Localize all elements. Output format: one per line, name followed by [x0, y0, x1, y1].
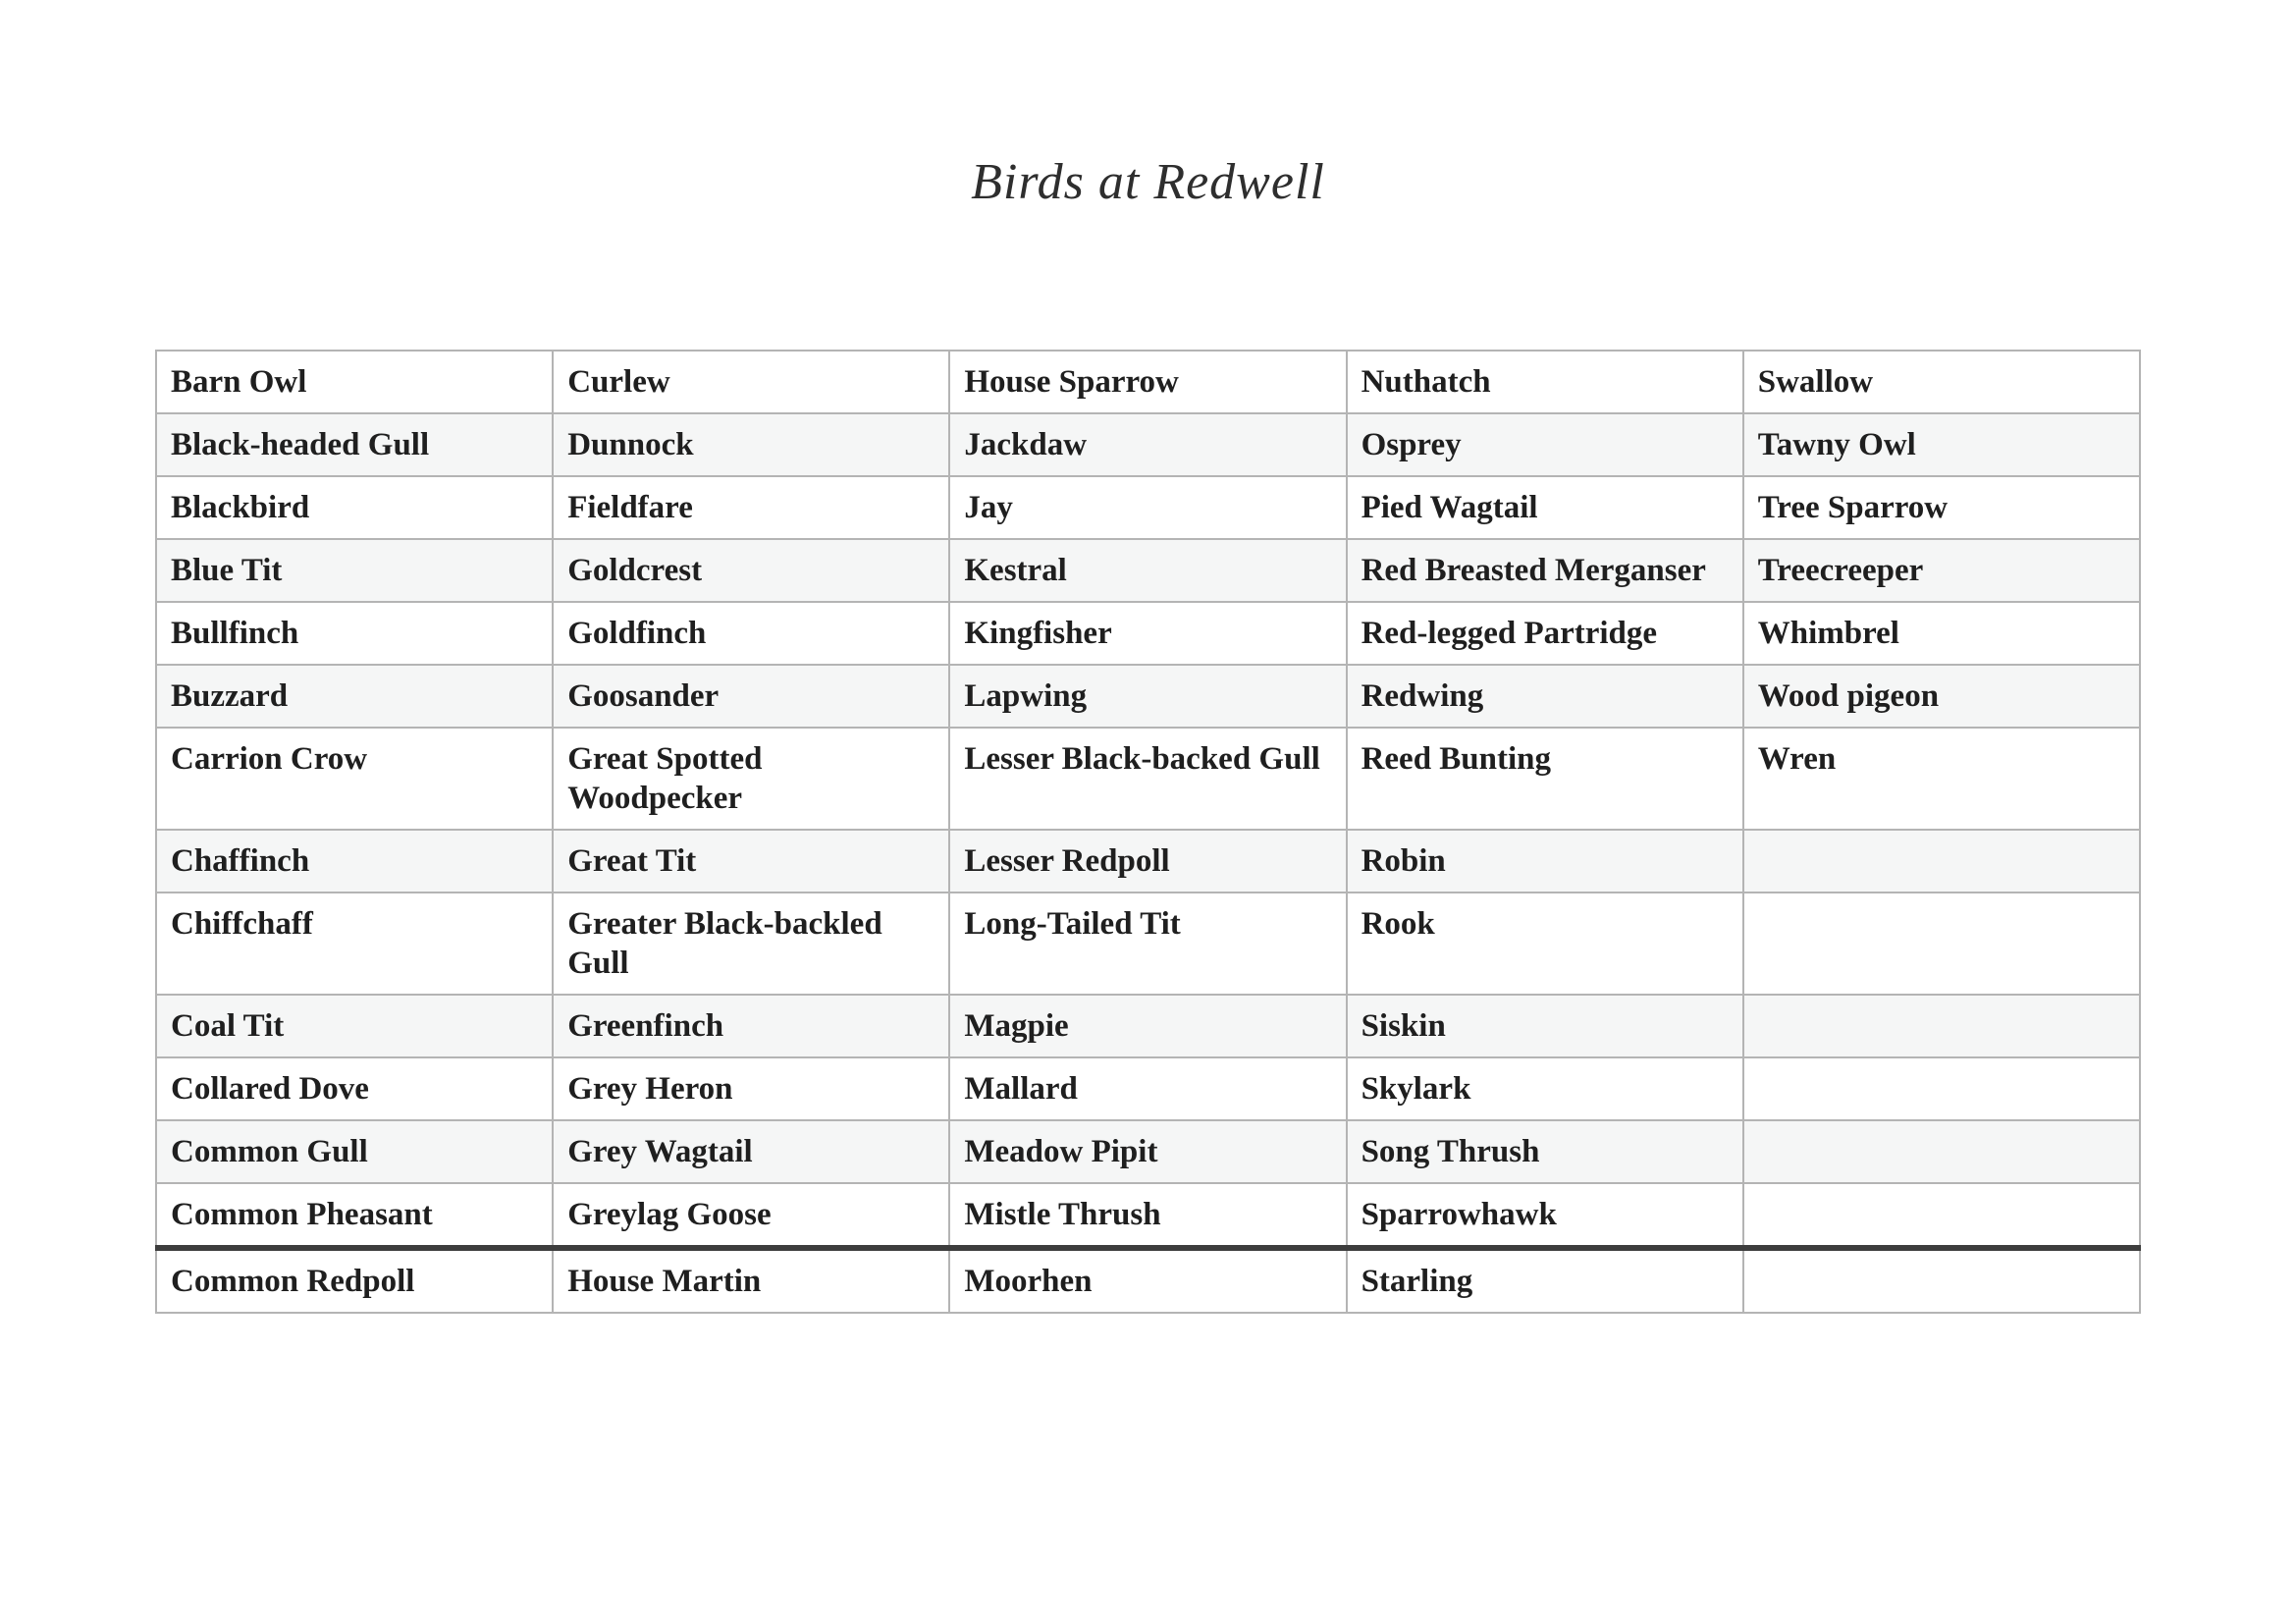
table-row	[156, 995, 2140, 1057]
table-cell: Chaffinch	[156, 830, 553, 893]
table-cell: Meadow Pipit	[949, 1120, 1346, 1183]
table-cell: Blue Tit	[156, 539, 553, 602]
table-cell: Carrion Crow	[156, 728, 553, 830]
table-cell: Whimbrel	[1743, 602, 2140, 665]
table-cell: Tawny Owl	[1743, 413, 2140, 476]
table-cell: Greylag Goose	[553, 1183, 949, 1248]
table-cell: Great Spotted Woodpecker	[553, 728, 949, 830]
table-cell: Grey Wagtail	[553, 1120, 949, 1183]
table-cell: Common Pheasant	[156, 1183, 553, 1248]
table-cell: Blackbird	[156, 476, 553, 539]
table-cell: Siskin	[1347, 995, 1743, 1057]
table-cell: Swallow	[1743, 351, 2140, 413]
table-cell: Kestral	[949, 539, 1346, 602]
table-cell: Pied Wagtail	[1347, 476, 1743, 539]
table-row	[156, 1057, 2140, 1120]
table-cell: Goldcrest	[553, 539, 949, 602]
table-row	[156, 830, 2140, 893]
table-cell: Chiffchaff	[156, 893, 553, 995]
table-cell: Buzzard	[156, 665, 553, 728]
table-cell: Moorhen	[949, 1248, 1346, 1313]
table-cell	[1743, 1183, 2140, 1248]
table-row	[156, 602, 2140, 665]
table-row	[156, 1183, 2140, 1248]
table-cell: Grey Heron	[553, 1057, 949, 1120]
birds-table	[155, 350, 2141, 1314]
table-cell: Robin	[1347, 830, 1743, 893]
table-cell: Goldfinch	[553, 602, 949, 665]
table-cell: Greenfinch	[553, 995, 949, 1057]
table-cell: Barn Owl	[156, 351, 553, 413]
table-cell: Starling	[1347, 1248, 1743, 1313]
table-cell: Mistle Thrush	[949, 1183, 1346, 1248]
table-cell: Rook	[1347, 893, 1743, 995]
table-cell: Dunnock	[553, 413, 949, 476]
table-cell: Reed Bunting	[1347, 728, 1743, 830]
table-cell: House Martin	[553, 1248, 949, 1313]
table-cell: Lesser Black-backed Gull	[949, 728, 1346, 830]
table-row	[156, 665, 2140, 728]
table-cell: Redwing	[1347, 665, 1743, 728]
table-cell: Common Redpoll	[156, 1248, 553, 1313]
table-cell: Nuthatch	[1347, 351, 1743, 413]
table-cell: Tree Sparrow	[1743, 476, 2140, 539]
table-row	[156, 476, 2140, 539]
table-cell: Bullfinch	[156, 602, 553, 665]
table-cell: Lapwing	[949, 665, 1346, 728]
table-cell: Coal Tit	[156, 995, 553, 1057]
table-row	[156, 728, 2140, 830]
table-row	[156, 413, 2140, 476]
table-cell: Treecreeper	[1743, 539, 2140, 602]
bird-table-container	[155, 350, 2141, 1314]
table-cell: Goosander	[553, 665, 949, 728]
table-cell: Mallard	[949, 1057, 1346, 1120]
table-cell	[1743, 995, 2140, 1057]
table-cell: Collared Dove	[156, 1057, 553, 1120]
table-cell: Wren	[1743, 728, 2140, 830]
page-title: Birds at Redwell	[971, 154, 1325, 210]
table-cell: Magpie	[949, 995, 1346, 1057]
table-cell: Black-headed Gull	[156, 413, 553, 476]
table-cell: Greater Black-backled Gull	[553, 893, 949, 995]
table-cell: Red-legged Partridge	[1347, 602, 1743, 665]
table-cell	[1743, 830, 2140, 893]
table-cell: Osprey	[1347, 413, 1743, 476]
table-row	[156, 1248, 2140, 1313]
table-row	[156, 893, 2140, 995]
table-cell: House Sparrow	[949, 351, 1346, 413]
table-cell: Wood pigeon	[1743, 665, 2140, 728]
table-cell: Lesser Redpoll	[949, 830, 1346, 893]
table-cell: Kingfisher	[949, 602, 1346, 665]
table-cell: Fieldfare	[553, 476, 949, 539]
table-cell	[1743, 1248, 2140, 1313]
table-row	[156, 351, 2140, 413]
table-cell: Sparrowhawk	[1347, 1183, 1743, 1248]
table-row	[156, 1120, 2140, 1183]
table-row	[156, 539, 2140, 602]
table-cell: Skylark	[1347, 1057, 1743, 1120]
birds-table-body	[156, 351, 2140, 1313]
table-cell: Long-Tailed Tit	[949, 893, 1346, 995]
table-cell: Great Tit	[553, 830, 949, 893]
table-cell: Jay	[949, 476, 1346, 539]
table-cell: Jackdaw	[949, 413, 1346, 476]
table-cell	[1743, 1057, 2140, 1120]
table-cell	[1743, 1120, 2140, 1183]
table-cell: Curlew	[553, 351, 949, 413]
table-cell	[1743, 893, 2140, 995]
table-cell: Red Breasted Merganser	[1347, 539, 1743, 602]
table-cell: Song Thrush	[1347, 1120, 1743, 1183]
table-cell: Common Gull	[156, 1120, 553, 1183]
